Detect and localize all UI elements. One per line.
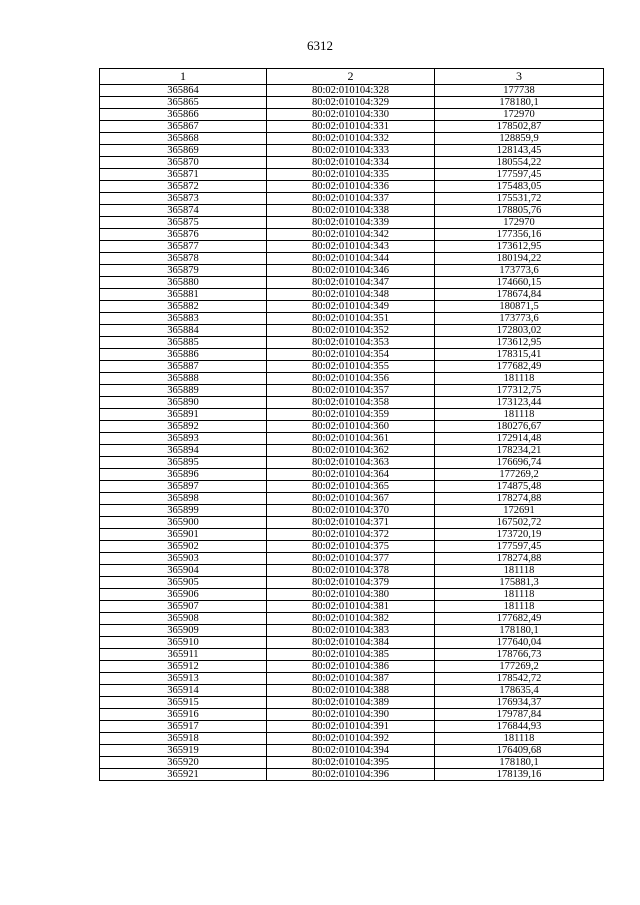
cell-value: 177269,2 bbox=[435, 661, 604, 673]
table-row bbox=[100, 469, 604, 481]
cell-cadastral-id: 80:02:010104:359 bbox=[267, 409, 435, 421]
cell-cadastral-id: 80:02:010104:380 bbox=[267, 589, 435, 601]
table-row bbox=[100, 601, 604, 613]
cell-number: 365899 bbox=[100, 505, 267, 517]
cell-value: 172970 bbox=[435, 217, 604, 229]
cell-number: 365904 bbox=[100, 565, 267, 577]
table-header-row bbox=[100, 69, 604, 85]
table-row bbox=[100, 133, 604, 145]
cell-cadastral-id: 80:02:010104:347 bbox=[267, 277, 435, 289]
cell-number: 365876 bbox=[100, 229, 267, 241]
table-row bbox=[100, 769, 604, 781]
table-row bbox=[100, 709, 604, 721]
table-row bbox=[100, 697, 604, 709]
cell-cadastral-id: 80:02:010104:352 bbox=[267, 325, 435, 337]
cell-number: 365885 bbox=[100, 337, 267, 349]
table-row bbox=[100, 529, 604, 541]
cell-number: 365880 bbox=[100, 277, 267, 289]
table-row bbox=[100, 445, 604, 457]
table-row bbox=[100, 253, 604, 265]
cell-number: 365881 bbox=[100, 289, 267, 301]
cell-value: 173773,6 bbox=[435, 265, 604, 277]
cell-value: 174875,48 bbox=[435, 481, 604, 493]
cell-number: 365920 bbox=[100, 757, 267, 769]
cell-number: 365894 bbox=[100, 445, 267, 457]
cell-number: 365878 bbox=[100, 253, 267, 265]
cell-number: 365866 bbox=[100, 109, 267, 121]
cell-value: 173773,6 bbox=[435, 313, 604, 325]
cell-value: 179787,84 bbox=[435, 709, 604, 721]
cell-cadastral-id: 80:02:010104:348 bbox=[267, 289, 435, 301]
table-row bbox=[100, 193, 604, 205]
cell-number: 365915 bbox=[100, 697, 267, 709]
cell-cadastral-id: 80:02:010104:385 bbox=[267, 649, 435, 661]
table-row bbox=[100, 637, 604, 649]
cell-cadastral-id: 80:02:010104:372 bbox=[267, 529, 435, 541]
cell-value: 177356,16 bbox=[435, 229, 604, 241]
column-header-3: 3 bbox=[435, 69, 604, 85]
cell-value: 175881,3 bbox=[435, 577, 604, 589]
cell-number: 365877 bbox=[100, 241, 267, 253]
table-row bbox=[100, 121, 604, 133]
table-row bbox=[100, 745, 604, 757]
table-row bbox=[100, 373, 604, 385]
cell-number: 365873 bbox=[100, 193, 267, 205]
cell-value: 180871,5 bbox=[435, 301, 604, 313]
cell-number: 365897 bbox=[100, 481, 267, 493]
cell-number: 365891 bbox=[100, 409, 267, 421]
cell-value: 178315,41 bbox=[435, 349, 604, 361]
cell-cadastral-id: 80:02:010104:360 bbox=[267, 421, 435, 433]
table-row bbox=[100, 265, 604, 277]
cell-value: 178274,88 bbox=[435, 493, 604, 505]
cell-value: 172914,48 bbox=[435, 433, 604, 445]
cell-cadastral-id: 80:02:010104:356 bbox=[267, 373, 435, 385]
cell-cadastral-id: 80:02:010104:344 bbox=[267, 253, 435, 265]
cell-number: 365895 bbox=[100, 457, 267, 469]
cell-cadastral-id: 80:02:010104:389 bbox=[267, 697, 435, 709]
cell-number: 365898 bbox=[100, 493, 267, 505]
table-row bbox=[100, 457, 604, 469]
cell-cadastral-id: 80:02:010104:333 bbox=[267, 145, 435, 157]
cell-value: 181118 bbox=[435, 589, 604, 601]
cell-cadastral-id: 80:02:010104:381 bbox=[267, 601, 435, 613]
cell-cadastral-id: 80:02:010104:355 bbox=[267, 361, 435, 373]
cell-cadastral-id: 80:02:010104:371 bbox=[267, 517, 435, 529]
cell-value: 176409,68 bbox=[435, 745, 604, 757]
cell-cadastral-id: 80:02:010104:375 bbox=[267, 541, 435, 553]
cell-value: 181118 bbox=[435, 733, 604, 745]
table-row bbox=[100, 613, 604, 625]
table-row bbox=[100, 313, 604, 325]
cell-cadastral-id: 80:02:010104:394 bbox=[267, 745, 435, 757]
cell-number: 365912 bbox=[100, 661, 267, 673]
column-header-1: 1 bbox=[100, 69, 267, 85]
cell-value: 181118 bbox=[435, 373, 604, 385]
cell-cadastral-id: 80:02:010104:377 bbox=[267, 553, 435, 565]
data-table bbox=[99, 68, 604, 781]
cell-value: 177682,49 bbox=[435, 613, 604, 625]
cell-value: 178766,73 bbox=[435, 649, 604, 661]
cell-value: 173123,44 bbox=[435, 397, 604, 409]
cell-number: 365908 bbox=[100, 613, 267, 625]
cell-number: 365900 bbox=[100, 517, 267, 529]
cell-cadastral-id: 80:02:010104:383 bbox=[267, 625, 435, 637]
cell-cadastral-id: 80:02:010104:329 bbox=[267, 97, 435, 109]
cell-number: 365911 bbox=[100, 649, 267, 661]
table-row bbox=[100, 589, 604, 601]
cell-value: 177597,45 bbox=[435, 541, 604, 553]
cell-cadastral-id: 80:02:010104:337 bbox=[267, 193, 435, 205]
table-row bbox=[100, 541, 604, 553]
cell-number: 365905 bbox=[100, 577, 267, 589]
cell-number: 365907 bbox=[100, 601, 267, 613]
cell-number: 365892 bbox=[100, 421, 267, 433]
cell-cadastral-id: 80:02:010104:334 bbox=[267, 157, 435, 169]
cell-value: 178139,16 bbox=[435, 769, 604, 781]
cell-value: 178805,76 bbox=[435, 205, 604, 217]
cell-cadastral-id: 80:02:010104:343 bbox=[267, 241, 435, 253]
cell-value: 175531,72 bbox=[435, 193, 604, 205]
table-row bbox=[100, 661, 604, 673]
table-row bbox=[100, 673, 604, 685]
table-row bbox=[100, 493, 604, 505]
cell-value: 172803,02 bbox=[435, 325, 604, 337]
table-row bbox=[100, 169, 604, 181]
cell-number: 365864 bbox=[100, 85, 267, 97]
cell-number: 365910 bbox=[100, 637, 267, 649]
table-row bbox=[100, 217, 604, 229]
table-row bbox=[100, 397, 604, 409]
cell-number: 365875 bbox=[100, 217, 267, 229]
cell-cadastral-id: 80:02:010104:330 bbox=[267, 109, 435, 121]
column-header-2: 2 bbox=[267, 69, 435, 85]
cell-number: 365886 bbox=[100, 349, 267, 361]
table-row bbox=[100, 361, 604, 373]
cell-cadastral-id: 80:02:010104:332 bbox=[267, 133, 435, 145]
cell-value: 175483,05 bbox=[435, 181, 604, 193]
table-row bbox=[100, 625, 604, 637]
cell-cadastral-id: 80:02:010104:392 bbox=[267, 733, 435, 745]
cell-number: 365883 bbox=[100, 313, 267, 325]
table-row bbox=[100, 181, 604, 193]
cell-cadastral-id: 80:02:010104:370 bbox=[267, 505, 435, 517]
cell-cadastral-id: 80:02:010104:338 bbox=[267, 205, 435, 217]
table-row bbox=[100, 277, 604, 289]
cell-cadastral-id: 80:02:010104:388 bbox=[267, 685, 435, 697]
cell-number: 365902 bbox=[100, 541, 267, 553]
cell-number: 365879 bbox=[100, 265, 267, 277]
cell-cadastral-id: 80:02:010104:386 bbox=[267, 661, 435, 673]
cell-cadastral-id: 80:02:010104:328 bbox=[267, 85, 435, 97]
cell-value: 176696,74 bbox=[435, 457, 604, 469]
cell-number: 365917 bbox=[100, 721, 267, 733]
cell-cadastral-id: 80:02:010104:378 bbox=[267, 565, 435, 577]
cell-number: 365888 bbox=[100, 373, 267, 385]
table-row bbox=[100, 97, 604, 109]
cell-value: 177312,75 bbox=[435, 385, 604, 397]
table-body bbox=[100, 85, 604, 781]
cell-cadastral-id: 80:02:010104:390 bbox=[267, 709, 435, 721]
cell-number: 365909 bbox=[100, 625, 267, 637]
cell-value: 178180,1 bbox=[435, 97, 604, 109]
table-row bbox=[100, 721, 604, 733]
cell-number: 365921 bbox=[100, 769, 267, 781]
cell-value: 167502,72 bbox=[435, 517, 604, 529]
cell-value: 178542,72 bbox=[435, 673, 604, 685]
cell-number: 365882 bbox=[100, 301, 267, 313]
cell-value: 177597,45 bbox=[435, 169, 604, 181]
cell-number: 365914 bbox=[100, 685, 267, 697]
table-row bbox=[100, 109, 604, 121]
cell-cadastral-id: 80:02:010104:351 bbox=[267, 313, 435, 325]
cell-value: 181118 bbox=[435, 565, 604, 577]
table-row bbox=[100, 337, 604, 349]
table-row bbox=[100, 577, 604, 589]
cell-number: 365901 bbox=[100, 529, 267, 541]
cell-value: 177682,49 bbox=[435, 361, 604, 373]
cell-cadastral-id: 80:02:010104:339 bbox=[267, 217, 435, 229]
cell-cadastral-id: 80:02:010104:358 bbox=[267, 397, 435, 409]
cell-cadastral-id: 80:02:010104:353 bbox=[267, 337, 435, 349]
cell-value: 177640,04 bbox=[435, 637, 604, 649]
cell-number: 365890 bbox=[100, 397, 267, 409]
cell-number: 365889 bbox=[100, 385, 267, 397]
table-row bbox=[100, 349, 604, 361]
table-row bbox=[100, 481, 604, 493]
cell-cadastral-id: 80:02:010104:336 bbox=[267, 181, 435, 193]
cell-value: 173612,95 bbox=[435, 337, 604, 349]
cell-cadastral-id: 80:02:010104:365 bbox=[267, 481, 435, 493]
cell-value: 178674,84 bbox=[435, 289, 604, 301]
cell-cadastral-id: 80:02:010104:357 bbox=[267, 385, 435, 397]
cell-value: 128859,9 bbox=[435, 133, 604, 145]
cell-cadastral-id: 80:02:010104:354 bbox=[267, 349, 435, 361]
table-row bbox=[100, 409, 604, 421]
cell-cadastral-id: 80:02:010104:367 bbox=[267, 493, 435, 505]
cell-number: 365918 bbox=[100, 733, 267, 745]
table-row bbox=[100, 517, 604, 529]
cell-number: 365896 bbox=[100, 469, 267, 481]
table-row bbox=[100, 157, 604, 169]
table-row bbox=[100, 289, 604, 301]
table-row bbox=[100, 301, 604, 313]
table-row bbox=[100, 421, 604, 433]
cell-value: 180276,67 bbox=[435, 421, 604, 433]
table-row bbox=[100, 433, 604, 445]
cell-value: 180194,22 bbox=[435, 253, 604, 265]
cell-cadastral-id: 80:02:010104:364 bbox=[267, 469, 435, 481]
cell-value: 172691 bbox=[435, 505, 604, 517]
table-row bbox=[100, 145, 604, 157]
cell-cadastral-id: 80:02:010104:396 bbox=[267, 769, 435, 781]
cell-value: 178274,88 bbox=[435, 553, 604, 565]
table-row bbox=[100, 229, 604, 241]
cell-number: 365893 bbox=[100, 433, 267, 445]
cell-value: 176844,93 bbox=[435, 721, 604, 733]
table-row bbox=[100, 649, 604, 661]
cell-value: 181118 bbox=[435, 601, 604, 613]
cell-cadastral-id: 80:02:010104:395 bbox=[267, 757, 435, 769]
page-number: 6312 bbox=[307, 38, 333, 53]
cell-number: 365913 bbox=[100, 673, 267, 685]
cell-number: 365916 bbox=[100, 709, 267, 721]
cell-value: 177269,2 bbox=[435, 469, 604, 481]
cell-number: 365906 bbox=[100, 589, 267, 601]
cell-value: 173612,95 bbox=[435, 241, 604, 253]
cell-number: 365870 bbox=[100, 157, 267, 169]
cell-value: 173720,19 bbox=[435, 529, 604, 541]
cell-number: 365871 bbox=[100, 169, 267, 181]
cell-cadastral-id: 80:02:010104:349 bbox=[267, 301, 435, 313]
table-row bbox=[100, 553, 604, 565]
cell-value: 128143,45 bbox=[435, 145, 604, 157]
cell-value: 178180,1 bbox=[435, 625, 604, 637]
cell-number: 365867 bbox=[100, 121, 267, 133]
cell-number: 365869 bbox=[100, 145, 267, 157]
table-row bbox=[100, 205, 604, 217]
cell-cadastral-id: 80:02:010104:342 bbox=[267, 229, 435, 241]
cell-value: 178502,87 bbox=[435, 121, 604, 133]
table-row bbox=[100, 325, 604, 337]
table-row bbox=[100, 385, 604, 397]
cell-number: 365865 bbox=[100, 97, 267, 109]
cell-number: 365874 bbox=[100, 205, 267, 217]
cell-value: 178234,21 bbox=[435, 445, 604, 457]
cell-cadastral-id: 80:02:010104:346 bbox=[267, 265, 435, 277]
cell-cadastral-id: 80:02:010104:362 bbox=[267, 445, 435, 457]
table-row bbox=[100, 241, 604, 253]
cell-number: 365903 bbox=[100, 553, 267, 565]
table-row bbox=[100, 685, 604, 697]
cell-cadastral-id: 80:02:010104:361 bbox=[267, 433, 435, 445]
cell-number: 365887 bbox=[100, 361, 267, 373]
table-row bbox=[100, 85, 604, 97]
cell-value: 174660,15 bbox=[435, 277, 604, 289]
cell-number: 365919 bbox=[100, 745, 267, 757]
cell-value: 178635,4 bbox=[435, 685, 604, 697]
table-row bbox=[100, 733, 604, 745]
cell-number: 365868 bbox=[100, 133, 267, 145]
cell-cadastral-id: 80:02:010104:384 bbox=[267, 637, 435, 649]
cell-value: 181118 bbox=[435, 409, 604, 421]
table-row bbox=[100, 757, 604, 769]
cell-value: 172970 bbox=[435, 109, 604, 121]
cell-cadastral-id: 80:02:010104:335 bbox=[267, 169, 435, 181]
table-row bbox=[100, 505, 604, 517]
cell-cadastral-id: 80:02:010104:382 bbox=[267, 613, 435, 625]
cell-cadastral-id: 80:02:010104:387 bbox=[267, 673, 435, 685]
cell-cadastral-id: 80:02:010104:363 bbox=[267, 457, 435, 469]
table-row bbox=[100, 565, 604, 577]
cell-cadastral-id: 80:02:010104:331 bbox=[267, 121, 435, 133]
cell-cadastral-id: 80:02:010104:379 bbox=[267, 577, 435, 589]
cell-value: 177738 bbox=[435, 85, 604, 97]
cell-value: 178180,1 bbox=[435, 757, 604, 769]
cell-number: 365884 bbox=[100, 325, 267, 337]
cell-cadastral-id: 80:02:010104:391 bbox=[267, 721, 435, 733]
cell-value: 176934,37 bbox=[435, 697, 604, 709]
cell-number: 365872 bbox=[100, 181, 267, 193]
cell-value: 180554,22 bbox=[435, 157, 604, 169]
